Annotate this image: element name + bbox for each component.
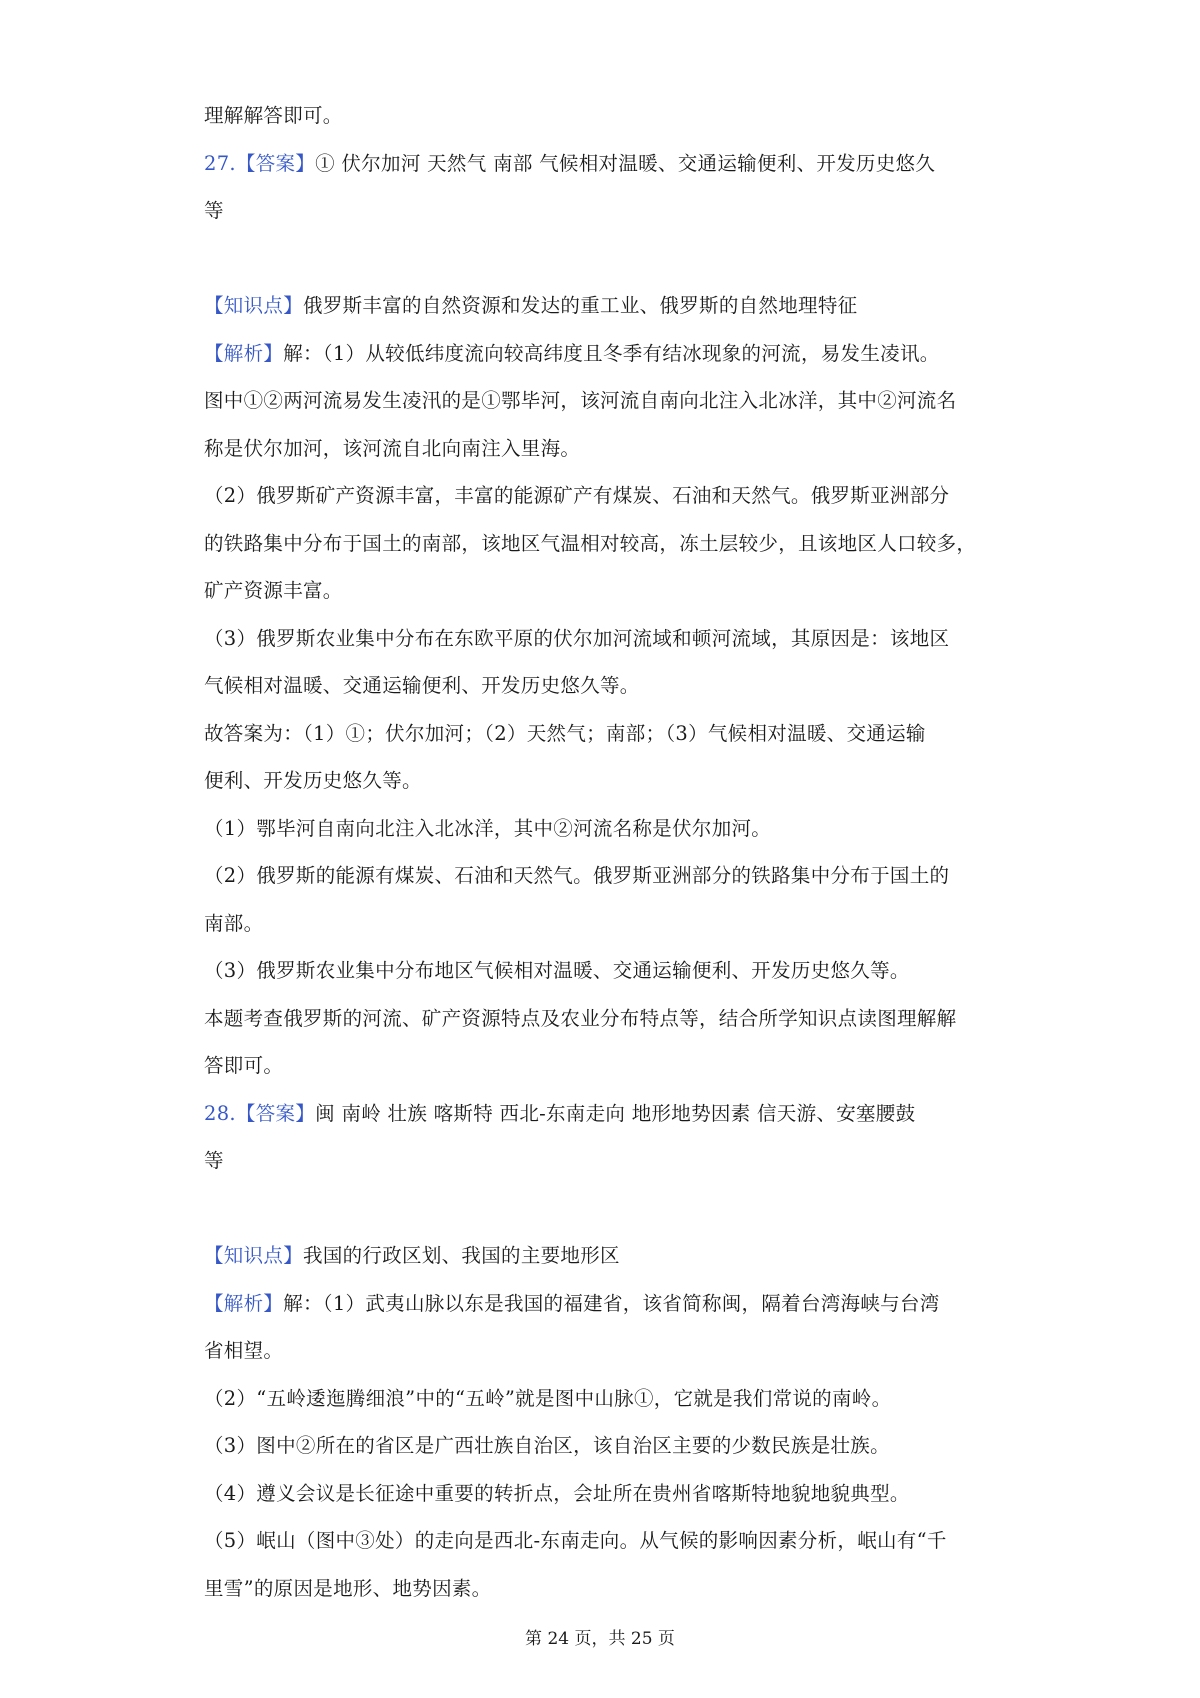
knowledge-label: 【知识点】 <box>204 294 304 317</box>
answer-label: 【答案】 <box>235 151 316 175</box>
text-line: （3）俄罗斯农业集中分布地区气候相对温暖、交通运输便利、开发历史悠久等。 <box>204 959 910 982</box>
text-line: 称是伏尔加河，该河流自北向南注入里海。 <box>204 436 581 460</box>
text-line: 故答案为：（1）①；伏尔加河；（2）天然气；南部；（3）气候相对温暖、交通运输 <box>204 721 926 745</box>
q27-knowledge-line <box>204 282 1004 330</box>
text-line: （1）鄂毕河自南向北注入北冰洋，其中②河流名称是伏尔加河。 <box>204 816 772 840</box>
spacer <box>204 235 1004 283</box>
q28-answer-text: 闽 南岭 壮族 喀斯特 西北-东南走向 地形地势因素 信天游、安塞腰鼓 <box>315 1101 916 1125</box>
text-line: （2）俄罗斯的能源有煤炭、石油和天然气。俄罗斯亚洲部分的铁路集中分布于国土的 <box>204 864 950 887</box>
q27-number: 27. <box>204 151 236 175</box>
q28-knowledge-text: 我国的行政区划、我国的主要地形区 <box>303 1244 620 1267</box>
q27-answer-continuation: 等 <box>204 199 224 222</box>
q28-knowledge-line <box>204 1232 1004 1280</box>
analysis-label: 【解析】 <box>204 1291 284 1315</box>
text-line: （2）“五岭逶迤腾细浪”中的“五岭”就是图中山脉①，它就是我们常说的南岭。 <box>204 1386 892 1410</box>
q28-answer-continuation: 等 <box>204 1149 224 1172</box>
text-line: 本题考查俄罗斯的河流、矿产资源特点及农业分布特点等，结合所学知识点读图理解解 <box>204 1006 957 1030</box>
text-line: 气候相对温暖、交通运输便利、开发历史悠久等。 <box>204 674 640 697</box>
text-line: （4）遵义会议是长征途中重要的转折点，会址所在贵州省喀斯特地貌地貌典型。 <box>204 1481 910 1505</box>
page-footer: 第 24 页，共 25 页 <box>525 1629 675 1649</box>
q28-analysis-text: 解：（1）武夷山脉以东是我国的福建省，该省简称闽，隔着台湾海峡与台湾 <box>283 1291 940 1315</box>
q27-knowledge-text: 俄罗斯丰富的自然资源和发达的重工业、俄罗斯的自然地理特征 <box>303 294 858 317</box>
q27-analysis-text: 解：（1）从较低纬度流向较高纬度且冬季有结冰现象的河流，易发生凌讯。 <box>283 341 940 365</box>
q27-analysis-line <box>204 330 1004 378</box>
q27-answer-line <box>204 140 1004 188</box>
text-line: 理解解答即可。 <box>204 104 343 127</box>
text-line: 里雪”的原因是地形、地势因素。 <box>204 1576 492 1600</box>
spacer <box>204 1185 1004 1233</box>
text-line: 答即可。 <box>204 1054 284 1077</box>
knowledge-label: 【知识点】 <box>204 1244 304 1267</box>
q28-answer-line <box>204 1090 1004 1138</box>
answer-label: 【答案】 <box>235 1101 316 1125</box>
text-line: 图中①②两河流易发生凌汛的是①鄂毕河，该河流自南向北注入北冰洋，其中②河流名 <box>204 389 957 412</box>
q27-answer-text: ① 伏尔加河 天然气 南部 气候相对温暖、交通运输便利、开发历史悠久 <box>315 151 936 175</box>
page-content <box>204 92 1004 1612</box>
text-line: 矿产资源丰富。 <box>204 579 343 602</box>
q28-number: 28. <box>204 1101 236 1125</box>
text-line: 的铁路集中分布于国土的南部，该地区气温相对较高，冻土层较少，且该地区人口较多， <box>204 531 977 555</box>
text-line: （2）俄罗斯矿产资源丰富，丰富的能源矿产有煤炭、石油和天然气。俄罗斯亚洲部分 <box>204 484 950 507</box>
text-line: （5）岷山（图中③处）的走向是西北-东南走向。从气候的影响因素分析，岷山有“千 <box>204 1529 947 1552</box>
text-line: （3）俄罗斯农业集中分布在东欧平原的伏尔加河流域和顿河流域，其原因是：该地区 <box>204 626 950 650</box>
analysis-label: 【解析】 <box>204 341 284 365</box>
text-line: 便利、开发历史悠久等。 <box>204 769 422 792</box>
text-line: 省相望。 <box>204 1339 284 1362</box>
q28-analysis-line <box>204 1280 1004 1328</box>
text-line: （3）图中②所在的省区是广西壮族自治区，该自治区主要的少数民族是壮族。 <box>204 1434 890 1457</box>
text-line: 南部。 <box>204 911 264 935</box>
